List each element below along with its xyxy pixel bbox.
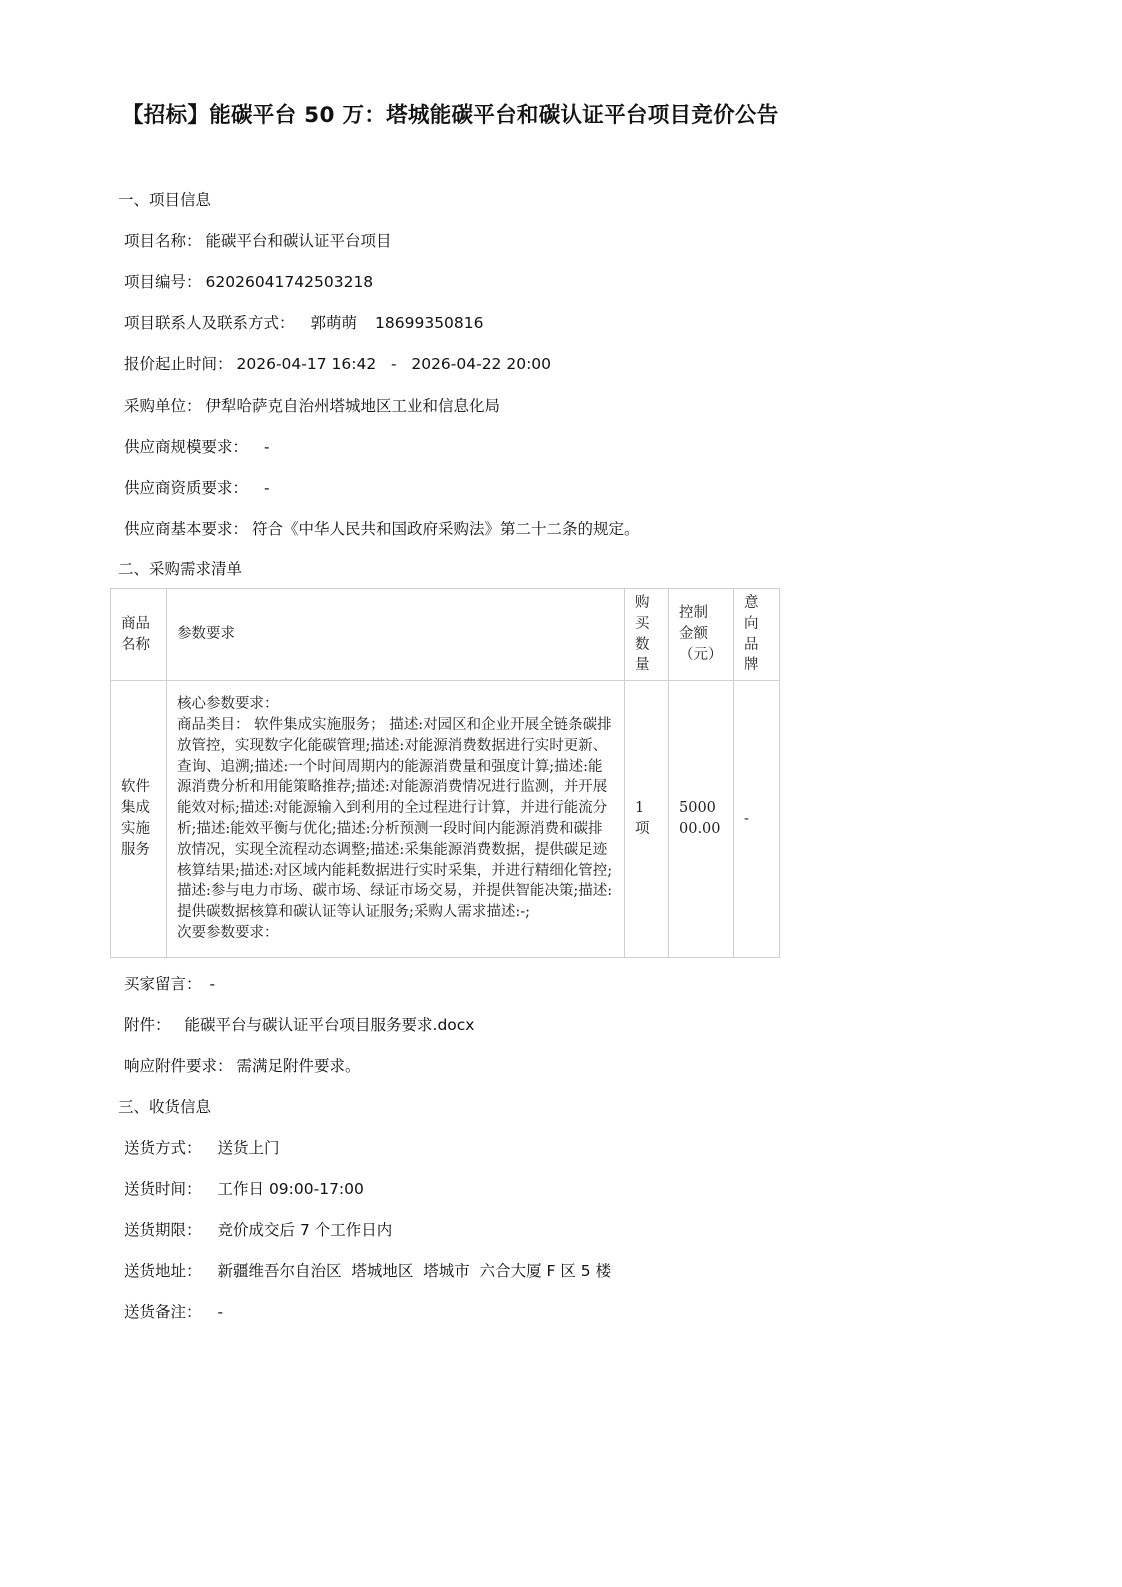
buyer-row — [124, 394, 500, 416]
cell-amount: 500000.00 — [669, 681, 734, 958]
quote-time-label: 报价起止时间： — [124, 355, 233, 373]
scale-label: 供应商规模要求： — [124, 438, 249, 456]
attachment-label: 附件： — [124, 1016, 171, 1034]
basic-requirement-row — [124, 517, 640, 539]
project-name-row — [124, 229, 392, 251]
attachment-link[interactable]: 能碳平台与碳认证平台项目服务要求.docx — [184, 1016, 475, 1034]
basic-requirement-label: 供应商基本要求： — [124, 520, 249, 538]
table-header-row — [111, 589, 780, 681]
requirements-table — [110, 588, 780, 958]
qualification-row — [124, 476, 270, 498]
buyer-note-row — [124, 972, 215, 994]
params-body: 商品类目： 软件集成实施服务； 描述:对园区和企业开展全链条碳排放管控，实现数字化能碳管理;描述:对能源消费数据进行实时更新、查询、追溯;描述:一个时间周期内的能源消费量和强度计算;描述:能源消费分析和用能策略推荐;描述:对能源消费情况进行监测，并开展能效对标;描述:对能源输入到利用的全过程进行计算，并进行能流分析;描述:能效平衡与优化;描述:分析预测一段时间内能源消费和碳排放情况，实现全流程动态调整;描述:采集能源消费数据，提供碳足迹核算结果;描述:对区域内能耗数据进行实时采集，并进行精细化管控;描述:参与电力市场、碳市场、绿证市场交易，并提供智能决策;描述:提供碳数据核算和碳认证等认证服务;采购人需求描述:-; — [177, 717, 613, 921]
attachment-row — [124, 1013, 474, 1035]
project-no-label: 项目编号： — [124, 273, 202, 291]
delivery-address-row — [124, 1259, 611, 1281]
scale-value: - — [264, 438, 270, 456]
delivery-address-label: 送货地址： — [124, 1262, 202, 1280]
cell-quantity: 1项 — [625, 681, 669, 958]
header-product-name: 商品名称 — [111, 589, 167, 681]
header-params: 参数要求 — [167, 589, 625, 681]
section-heading-delivery: 三、收货信息 — [118, 1098, 212, 1116]
contact-phone: 18699350816 — [375, 314, 484, 332]
table-row — [111, 681, 780, 958]
contact-name: 郭萌萌 — [310, 314, 358, 332]
section-heading-project-info: 一、项目信息 — [118, 191, 212, 209]
project-name-value: 能碳平台和碳认证平台项目 — [205, 232, 392, 250]
section-heading-requirements: 二、采购需求清单 — [118, 560, 243, 578]
qualification-value: - — [264, 479, 270, 497]
buyer-note-value: - — [209, 975, 216, 993]
delivery-time-value: 工作日 09:00-17:00 — [217, 1180, 364, 1198]
delivery-method-row — [124, 1136, 280, 1158]
delivery-time-row — [124, 1177, 364, 1199]
project-name-label: 项目名称： — [124, 232, 202, 250]
cell-brand: - — [734, 681, 780, 958]
delivery-period-label: 送货期限： — [124, 1221, 202, 1239]
header-quantity: 购买数量 — [625, 589, 669, 681]
delivery-remark-label: 送货备注： — [124, 1303, 202, 1321]
buyer-label: 采购单位： — [124, 397, 202, 415]
header-amount: 控制金额（元） — [669, 589, 734, 681]
scale-row — [124, 435, 270, 457]
header-brand: 意向品牌 — [734, 589, 780, 681]
response-label: 响应附件要求： — [124, 1057, 233, 1075]
response-value: 需满足附件要求。 — [236, 1057, 361, 1075]
delivery-remark-row — [124, 1300, 223, 1322]
quote-time-value: 2026-04-17 16:42 - 2026-04-22 20:00 — [236, 355, 552, 373]
delivery-period-row — [124, 1218, 392, 1240]
qualification-label: 供应商资质要求： — [124, 479, 249, 497]
quote-time-row — [124, 352, 551, 374]
delivery-remark-value: - — [217, 1303, 224, 1321]
basic-requirement-value: 符合《中华人民共和国政府采购法》第二十二条的规定。 — [252, 520, 640, 538]
delivery-method-value: 送货上门 — [217, 1139, 280, 1157]
buyer-note-label: 买家留言： — [124, 975, 202, 993]
params-secondary: 次要参数要求： — [177, 924, 279, 941]
contact-label: 项目联系人及联系方式： — [124, 314, 295, 332]
delivery-time-label: 送货时间： — [124, 1180, 202, 1198]
buyer-value: 伊犁哈萨克自治州塔城地区工业和信息化局 — [205, 397, 501, 415]
delivery-address-value: 新疆维吾尔自治区 塔城地区 塔城市 六合大厦 F 区 5 楼 — [217, 1262, 612, 1280]
page-title: 【招标】能碳平台 50 万：塔城能碳平台和碳认证平台项目竞价公告 — [122, 103, 779, 128]
project-no-value: 62026041742503218 — [205, 273, 374, 291]
response-row — [124, 1054, 361, 1076]
cell-product-name: 软件集成实施服务 — [111, 681, 167, 958]
delivery-period-value: 竞价成交后 7 个工作日内 — [217, 1221, 393, 1239]
cell-params — [167, 681, 625, 958]
project-no-row — [124, 270, 373, 292]
contact-row — [124, 311, 484, 333]
delivery-method-label: 送货方式： — [124, 1139, 202, 1157]
params-title: 核心参数要求： — [177, 696, 279, 713]
